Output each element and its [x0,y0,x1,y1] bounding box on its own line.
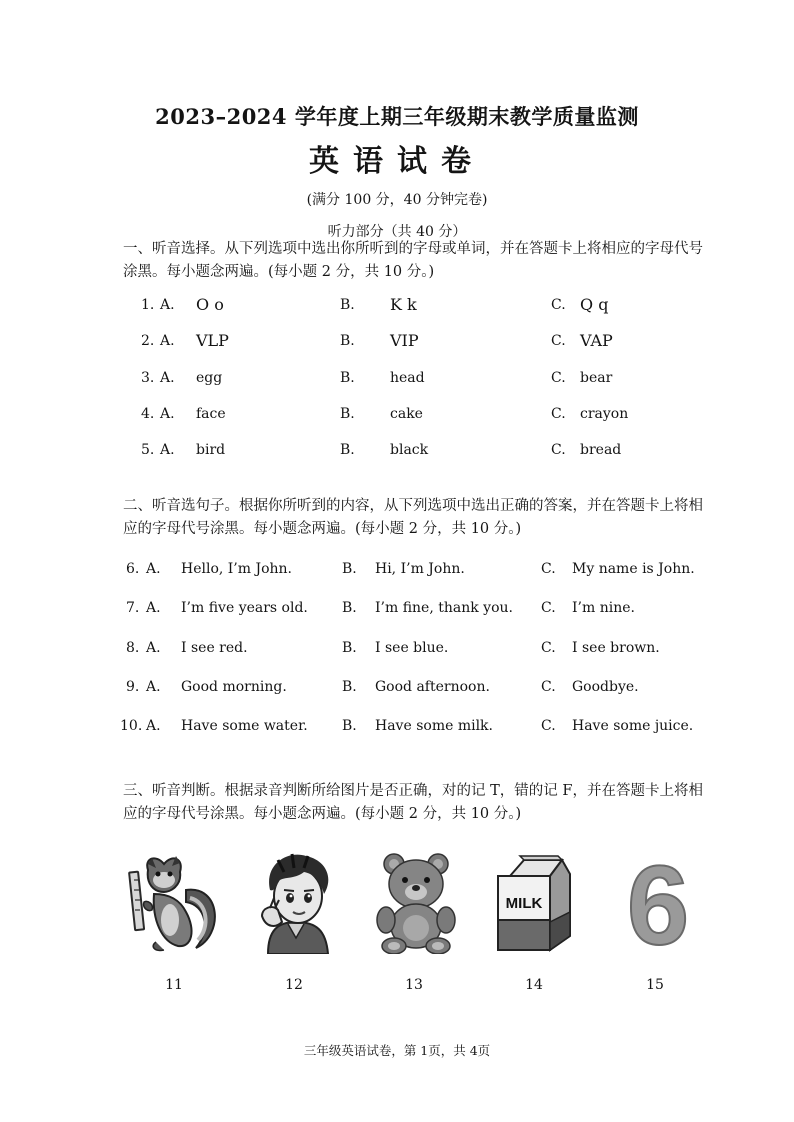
option-c-label: C. [541,600,556,616]
option-c-label: C. [541,561,556,577]
question-number: 5. [141,442,155,458]
question-row [0,640,794,662]
question-row [0,442,794,464]
option-b-label: B. [342,561,357,577]
option-c-label: C. [551,297,566,313]
question-row [0,333,794,355]
question-row [0,561,794,583]
option-c-text: crayon [580,406,629,422]
option-a-text: egg [196,370,223,386]
question-number: 2. [141,333,155,349]
picture-number-11: 11 [165,977,183,993]
option-c-text: bear [580,370,613,386]
option-a-label: A. [146,640,161,656]
option-b-text: cake [390,406,423,422]
option-a-label: A. [146,600,161,616]
option-c-text: Goodbye. [572,679,639,695]
option-c-label: C. [551,333,566,349]
option-a-label: A. [160,297,175,313]
picture-number-12: 12 [285,977,303,993]
option-a-label: A. [146,679,161,695]
option-c-label: C. [541,640,556,656]
exam-title: 2023–2024 学年度上期三年级期末教学质量监测 [155,104,639,129]
option-b-text: Good afternoon. [375,679,490,695]
option-b-label: B. [342,600,357,616]
option-a-text: face [196,406,226,422]
option-b-label: B. [342,640,357,656]
option-a-label: A. [146,718,161,734]
option-a-text: Have some water. [181,718,308,734]
section2-instructions: 二、听音选句子。根据你所听到的内容，从下列选项中选出正确的答案，并在答题卡上将相应的字母代号涂黑。每小题念两遍。(每小题 2 分，共 10 分。) [123,498,703,537]
option-b-text: K k [390,295,417,314]
page-footer: 三年级英语试卷，第 1页，共 4页 [303,1043,491,1058]
question-row [0,370,794,392]
listening-part-heading: 听力部分（共 40 分） [327,224,467,240]
option-a-label: A. [160,406,175,422]
question-number: 1. [141,297,155,313]
option-c-text: Q q [580,295,609,314]
option-a-text: VLP [196,331,229,350]
milk-carton-icon [490,850,586,954]
option-b-label: B. [342,679,357,695]
option-c-label: C. [541,679,556,695]
milk-label: MILK [505,895,543,912]
picture-number-14: 14 [525,977,543,993]
squirrel-with-ruler-icon [126,850,222,954]
question-number: 3. [141,370,155,386]
option-a-label: A. [146,561,161,577]
picture-number-15: 15 [646,977,664,993]
option-b-text: Have some milk. [375,718,493,734]
question-number: 8. [126,640,140,656]
question-row [0,406,794,428]
boy-portrait-icon [248,850,344,954]
subject-title: 英语试卷 [309,144,485,179]
picture-number-13: 13 [405,977,423,993]
option-b-text: I see blue. [375,640,449,656]
option-a-label: A. [160,370,175,386]
question-number: 6. [126,561,140,577]
option-c-text: My name is John. [572,561,695,577]
question-row [0,718,794,740]
option-c-label: C. [541,718,556,734]
option-b-label: B. [340,442,355,458]
option-c-label: C. [551,442,566,458]
option-a-text: O o [196,295,224,314]
option-a-text: I see red. [181,640,248,656]
option-a-text: bird [196,442,226,458]
option-c-text: I see brown. [572,640,660,656]
question-number: 9. [126,679,140,695]
question-number: 4. [141,406,155,422]
option-c-text: Have some juice. [572,718,694,734]
option-b-text: I’m fine, thank you. [375,600,513,616]
option-a-label: A. [160,442,175,458]
option-a-text: I’m five years old. [181,600,308,616]
number-six-icon [610,850,706,954]
option-c-label: C. [551,406,566,422]
option-b-label: B. [342,718,357,734]
option-a-text: Good morning. [181,679,287,695]
option-b-label: B. [340,297,355,313]
option-a-label: A. [160,333,175,349]
section3-instructions: 三、听音判断。根据录音判断所给图片是否正确，对的记 T，错的记 F，并在答题卡上将相应的字母代号涂黑。每小题念两遍。(每小题 2 分，共 10 分。) [123,783,703,822]
option-b-text: black [390,442,429,458]
option-b-text: Hi, I’m John. [375,561,465,577]
option-b-text: head [390,370,425,386]
option-c-label: C. [551,370,566,386]
option-b-label: B. [340,406,355,422]
option-c-text: bread [580,442,622,458]
question-number: 10. [120,718,143,734]
option-b-label: B. [340,370,355,386]
option-b-text: VIP [390,331,419,350]
exam-subtitle: (满分 100 分，40 分钟完卷) [306,192,488,208]
option-a-text: Hello, I’m John. [181,561,293,577]
question-row [0,297,794,319]
question-row [0,679,794,701]
option-c-text: I’m nine. [572,600,635,616]
question-number: 7. [126,600,140,616]
teddy-bear-icon [368,850,464,954]
option-b-label: B. [340,333,355,349]
six-numeral: 6 [626,850,690,954]
option-c-text: VAP [580,331,613,350]
section1-instructions: 一、听音选择。从下列选项中选出你所听到的字母或单词，并在答题卡上将相应的字母代号涂黑。每小题念两遍。(每小题 2 分，共 10 分。) [123,241,703,280]
question-row [0,600,794,622]
